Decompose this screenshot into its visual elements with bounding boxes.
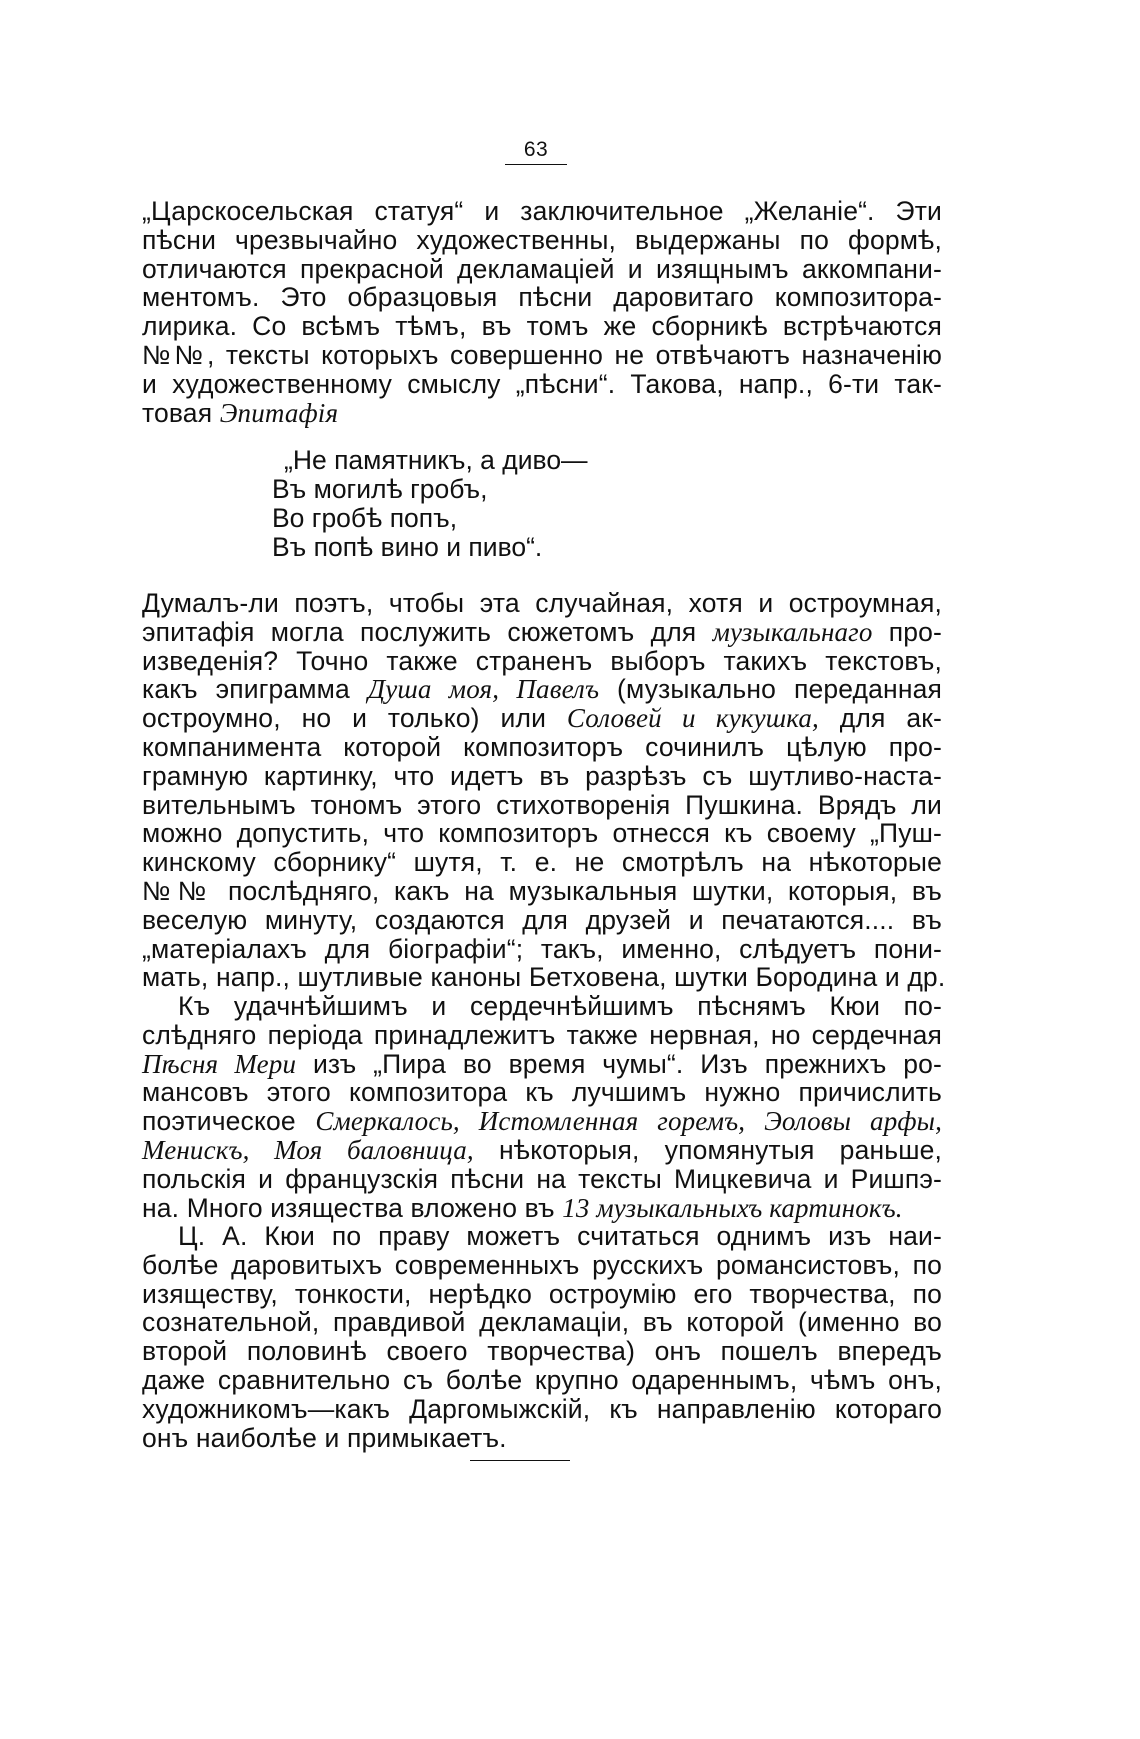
text-segment: остроумно, но и только) или [142, 703, 547, 734]
text-line: №№ послѣдняго, какъ на музыкальныя шутки, которыя, въ [142, 875, 942, 906]
text-segment: нѣкоторыя, упомянутыя раньше, [499, 1134, 943, 1165]
text-line: кинскому сборнику“ шутя, т. е. не смотрѣлъ на нѣкоторые [142, 847, 942, 878]
text-line: лирика. Со всѣмъ тѣмъ, въ томъ же сборникѣ встрѣчаются [142, 311, 942, 342]
poem-line: Въ могилѣ гробъ, [272, 474, 488, 504]
text-line: „Царскосельская статуя“ и заключительное „Желаніе“. Эти [142, 196, 942, 226]
text-line: болѣе даровитыхъ современныхъ русскихъ романсистовъ, по [142, 1249, 942, 1280]
text-line: Къ удачнѣйшимъ и сердечнѣйшимъ пѣснямъ Кюи по- [178, 991, 942, 1021]
italic-title: 13 музыкальныхъ картинокъ. [562, 1192, 903, 1223]
text-segment: изъ „Пира во время чумы“. Изъ прежнихъ ро- [312, 1048, 942, 1079]
text-line: даже сравнительно съ болѣе крупно одареннымъ, чѣмъ онъ, [142, 1364, 942, 1395]
text-line: грамную картинку, что идетъ въ разрѣзъ съ шутливо-наста- [142, 760, 942, 791]
italic-title: Эпитафія [219, 397, 339, 428]
text-line [142, 399, 942, 428]
text-line [142, 618, 942, 647]
poem-line: Во гробѣ попъ, [272, 503, 458, 533]
paragraph-2 [142, 588, 946, 993]
text-line: пѣсни чрезвычайно художественны, выдержаны по формѣ, [142, 224, 942, 255]
italic-title: Душа моя, Павелъ [367, 674, 600, 705]
text-segment: для ак- [839, 703, 942, 734]
text-line: компанимента которой композиторъ сочинилъ цѣлую про- [142, 731, 942, 762]
text-segment: про- [888, 616, 943, 647]
text-line: онъ наиболѣе и примыкаетъ. [142, 1422, 507, 1453]
text-segment: поэтическое [142, 1106, 296, 1137]
text-line: сознательной, правдивой декламаціи, въ которой (именно во [142, 1307, 942, 1338]
text-line: ментомъ. Это образцовыя пѣсни даровитаго композитора- [142, 282, 942, 313]
text-segment: эпитафія могла послужить сюжетомъ для [142, 616, 697, 647]
text-line: Ц. А. Кюи по праву можетъ считаться однимъ изъ наи- [178, 1221, 942, 1251]
text-line [142, 1194, 942, 1223]
text-line [142, 675, 942, 704]
text-line: изведенія? Точно также страненъ выборъ такихъ текстовъ, [142, 645, 942, 676]
text-line: „матеріалахъ для біографіи“; такъ, именно, слѣдуетъ пони- [142, 933, 942, 964]
italic-title: Смеркалось, Истомленная горемъ, Эоловы арфы, [315, 1106, 942, 1137]
end-rule [470, 1460, 570, 1461]
text-line: мать, напр., шутливые каноны Бетховена, шутки Бородина и др. [142, 962, 946, 993]
text-line: художникомъ—какъ Даргомыжскій, къ направленію котораго [142, 1393, 942, 1424]
text-line: изяществу, тонкости, нерѣдко остроумію его творчества, по [142, 1278, 942, 1309]
poem-line: „Не памятникъ, а диво— [284, 445, 588, 475]
text-line: веселую минуту, создаются для друзей и печатаются.... въ [142, 904, 942, 935]
text-segment: (музыкально переданная [617, 674, 943, 705]
italic-title: Пѣсня Мери [142, 1048, 297, 1079]
text-line: мансовъ этого композитора къ лучшимъ нужно причислить [142, 1077, 942, 1108]
poem-line: Въ попѣ вино и пиво“. [272, 532, 543, 562]
italic-word: музыкальнаго [712, 616, 873, 647]
text-line: и художественному смыслу „пѣсни“. Такова, напр., 6-ти так- [142, 368, 942, 399]
paragraph-1 [142, 197, 942, 427]
text-line: отличаются прекрасной декламаціей и изящнымъ аккомпани- [142, 253, 942, 284]
text-line: можно допустить, что композиторъ отнесся къ своему „Пуш- [142, 818, 942, 849]
italic-title: Менискъ, Моя баловница, [142, 1134, 474, 1165]
paragraph-4 [142, 1222, 942, 1452]
text-segment: товая [142, 397, 213, 428]
text-line [142, 1107, 942, 1136]
poem-epitaph [272, 446, 588, 562]
paragraph-3 [142, 992, 942, 1222]
page-number: 63 [505, 138, 567, 165]
text-line [142, 704, 942, 733]
text-line: №№, тексты которыхъ совершенно не отвѣчаютъ назначенію [142, 339, 942, 370]
text-line: польскія и французскія пѣсни на тексты Мицкевича и Ришпэ- [142, 1163, 942, 1194]
text-segment: какъ эпиграмма [142, 674, 350, 705]
text-line: второй половинѣ своего творчества) онъ пошелъ впередъ [142, 1336, 942, 1367]
text-line [142, 1050, 942, 1079]
italic-title: Соловей и кукушка, [566, 703, 819, 734]
text-segment: на. Много изящества вложено въ [142, 1192, 555, 1223]
text-line: слѣдняго періода принадлежитъ также нервная, но сердечная [142, 1019, 942, 1050]
text-line: вительнымъ тономъ этого стихотворенія Пушкина. Врядъ ли [142, 789, 942, 820]
text-line [142, 1136, 942, 1165]
text-line: Думалъ-ли поэтъ, чтобы эта случайная, хотя и остроумная, [142, 588, 942, 618]
